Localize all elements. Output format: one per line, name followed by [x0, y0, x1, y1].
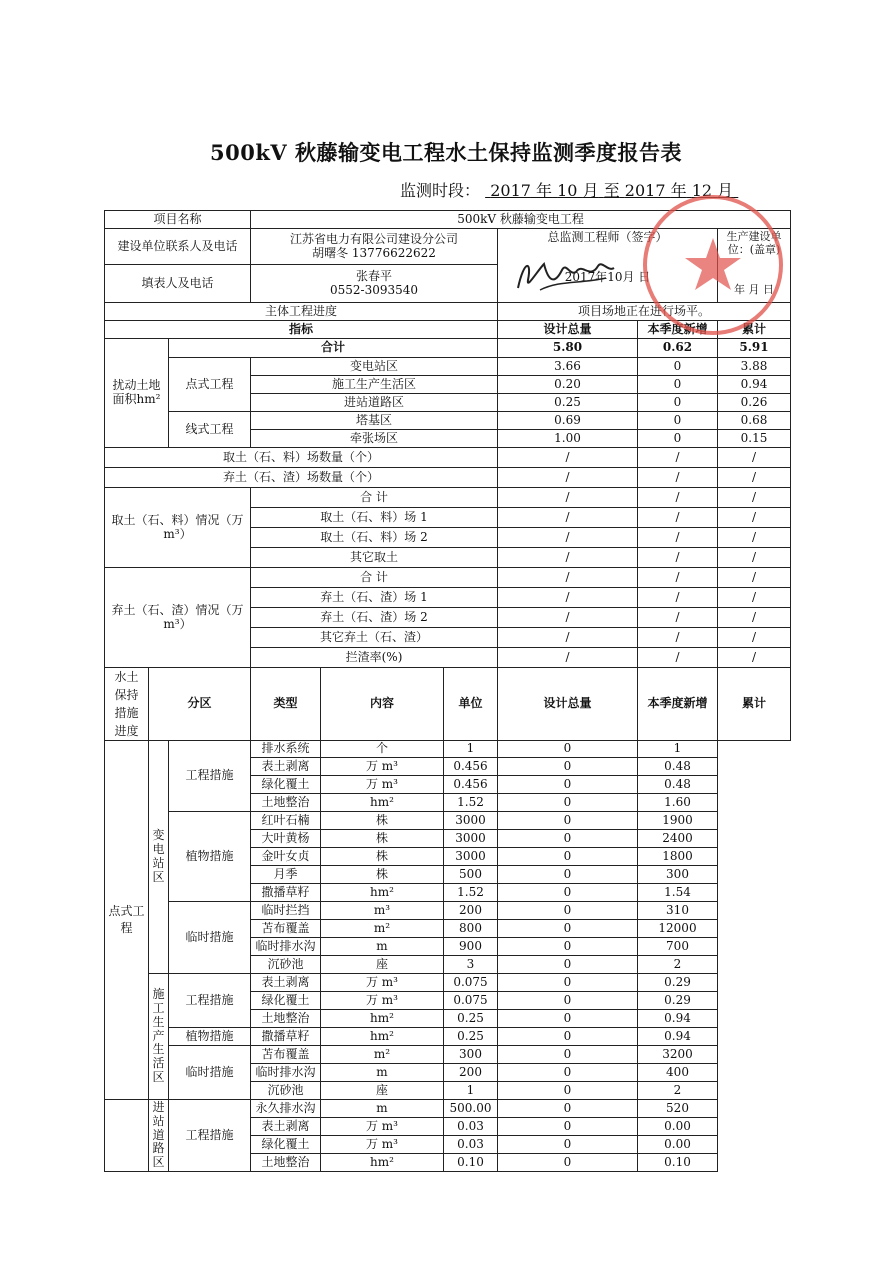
measure-design: 300: [444, 1046, 498, 1064]
spoil-group-label: 弃土（石、渣）情况（万 m³）: [105, 568, 251, 668]
measure-unit: 万 m³: [321, 1118, 444, 1136]
measure-unit: 座: [321, 1082, 444, 1100]
measure-unit: hm²: [321, 1154, 444, 1172]
measure-content: 撒播草籽: [251, 884, 321, 902]
measure-unit: 万 m³: [321, 1136, 444, 1154]
measure-unit: 株: [321, 848, 444, 866]
company-seal: [638, 190, 788, 340]
indicator-header: 指标: [105, 321, 498, 339]
blank-cell: [105, 1100, 149, 1172]
cell-value: /: [638, 528, 718, 548]
borrow-row-name: 取土（石、料）场 2: [251, 528, 498, 548]
borrow-row-name: 其它取土: [251, 548, 498, 568]
project-label: 项目名称: [105, 211, 251, 229]
disturb-row-cum: 0.15: [718, 430, 791, 448]
cell-value: /: [498, 528, 638, 548]
measure-cum: 1800: [638, 848, 718, 866]
measure-new: 0: [498, 920, 638, 938]
measures-content-header: 内容: [321, 668, 444, 741]
disturb-row-name: 塔基区: [251, 412, 498, 430]
measures-type-header: 类型: [251, 668, 321, 741]
measure-content: 撒播草籽: [251, 1028, 321, 1046]
engineer-cell: 总监测工程师（签字） 2017年10月 日: [498, 229, 718, 303]
monitoring-period: 监测时段： 2017 年 10 月 至 2017 年 12 月: [400, 181, 734, 200]
measure-new: 0: [498, 902, 638, 920]
measure-unit: 座: [321, 956, 444, 974]
measure-content: 表土剥离: [251, 1118, 321, 1136]
measure-design: 3: [444, 956, 498, 974]
cell-value: /: [638, 508, 718, 528]
measure-design: 3000: [444, 812, 498, 830]
measure-cum: 700: [638, 938, 718, 956]
measure-design: 0.075: [444, 992, 498, 1010]
filler-value: 张春平 0552-3093540: [251, 265, 498, 303]
measure-cum: 2: [638, 1082, 718, 1100]
measure-new: 0: [498, 830, 638, 848]
measure-area: 进站道路区: [149, 1100, 169, 1172]
measure-unit: m²: [321, 920, 444, 938]
measure-cum: 2400: [638, 830, 718, 848]
measure-new: 0: [498, 758, 638, 776]
measure-content: 苫布覆盖: [251, 920, 321, 938]
disturb-row-new: 0: [638, 412, 718, 430]
filler-label: 填表人及电话: [105, 265, 251, 303]
measure-type: 工程措施: [169, 741, 251, 812]
disturb-row-name: 牵张场区: [251, 430, 498, 448]
measure-new: 0: [498, 992, 638, 1010]
disturb-row-cum: 3.88: [718, 358, 791, 376]
measure-new: 0: [498, 1154, 638, 1172]
report-table: [104, 210, 791, 1172]
measure-new: 0: [498, 1010, 638, 1028]
measure-row: [105, 1100, 791, 1118]
measure-content: 临时排水沟: [251, 1064, 321, 1082]
builder-value: 江苏省电力有限公司建设分公司 胡曙冬 13776622622: [251, 229, 498, 265]
measure-cum: 1: [638, 741, 718, 758]
disturb-total-design: 5.80: [498, 339, 638, 358]
measure-unit: 株: [321, 812, 444, 830]
disturb-row-name: 进站道路区: [251, 394, 498, 412]
measure-content: 绿化覆土: [251, 992, 321, 1010]
disturb-total-new: 0.62: [638, 339, 718, 358]
measure-cum: 0.48: [638, 758, 718, 776]
measure-new: 0: [498, 812, 638, 830]
measure-new: 0: [498, 794, 638, 812]
measure-content: 金叶女贞: [251, 848, 321, 866]
measure-content: 绿化覆土: [251, 776, 321, 794]
measure-unit: 万 m³: [321, 974, 444, 992]
measure-design: 3000: [444, 848, 498, 866]
measure-content: 表土剥离: [251, 974, 321, 992]
cell-value: /: [638, 588, 718, 608]
measure-cum: 400: [638, 1064, 718, 1082]
cell-value: /: [718, 508, 791, 528]
measure-content: 月季: [251, 866, 321, 884]
measure-design: 1: [444, 741, 498, 758]
measure-unit: 个: [321, 741, 444, 758]
measure-content: 表土剥离: [251, 758, 321, 776]
measure-design: 1: [444, 1082, 498, 1100]
measure-content: 临时排水沟: [251, 938, 321, 956]
owner-cell: 生产建设单位：(盖章) 年 月 日: [718, 229, 791, 303]
spoil-row-name: 其它弃土（石、渣）: [251, 628, 498, 648]
measure-new: 0: [498, 956, 638, 974]
disturb-row-design: 0.25: [498, 394, 638, 412]
cell-value: /: [498, 448, 638, 468]
measure-content: 沉砂池: [251, 956, 321, 974]
measure-design: 0.25: [444, 1010, 498, 1028]
measure-cum: 0.94: [638, 1010, 718, 1028]
measure-cum: 0.94: [638, 1028, 718, 1046]
measures-group-label: 水土保持措施进度: [105, 668, 149, 741]
cell-value: /: [498, 548, 638, 568]
measure-content: 土地整治: [251, 1154, 321, 1172]
disturb-row-design: 1.00: [498, 430, 638, 448]
disturb-total-label: 合计: [169, 339, 498, 358]
measure-unit: 株: [321, 830, 444, 848]
measure-design: 0.075: [444, 974, 498, 992]
cum-header: 累计: [718, 321, 791, 339]
measures-design-header: 设计总量: [498, 668, 638, 741]
measure-new: 0: [498, 884, 638, 902]
measure-unit: 万 m³: [321, 992, 444, 1010]
measure-content: 大叶黄杨: [251, 830, 321, 848]
borrow-row-name: 取土（石、料）场 1: [251, 508, 498, 528]
cell-value: /: [718, 648, 791, 668]
measure-content: 排水系统: [251, 741, 321, 758]
measure-type: 临时措施: [169, 902, 251, 974]
measure-content: 沉砂池: [251, 1082, 321, 1100]
disturb-row-new: 0: [638, 376, 718, 394]
measure-cum: 1.60: [638, 794, 718, 812]
disturb-row-cum: 0.94: [718, 376, 791, 394]
disturb-group-label: 扰动土地面积hm²: [105, 339, 169, 448]
disturb-row-new: 0: [638, 430, 718, 448]
cell-value: /: [718, 608, 791, 628]
disturb-row-name: 施工生产生活区: [251, 376, 498, 394]
measure-row: [105, 1028, 791, 1046]
cell-value: /: [498, 628, 638, 648]
disturb-row-design: 0.69: [498, 412, 638, 430]
cell-value: /: [718, 488, 791, 508]
measure-unit: hm²: [321, 1028, 444, 1046]
disturb-row-name: 变电站区: [251, 358, 498, 376]
measure-cum: 0.48: [638, 776, 718, 794]
measure-cum: 310: [638, 902, 718, 920]
measure-cum: 0.00: [638, 1118, 718, 1136]
measure-cum: 3200: [638, 1046, 718, 1064]
measure-new: 0: [498, 1136, 638, 1154]
measure-unit: m: [321, 1064, 444, 1082]
cell-value: /: [638, 448, 718, 468]
measure-design: 200: [444, 1064, 498, 1082]
new-header: 本季度新增: [638, 321, 718, 339]
borrow-count-label: 取土（石、料）场数量（个）: [105, 448, 498, 468]
cell-value: /: [718, 588, 791, 608]
cell-value: /: [498, 568, 638, 588]
measure-cum: 0.00: [638, 1136, 718, 1154]
measure-design: 900: [444, 938, 498, 956]
progress-value: 项目场地正在进行场平。: [498, 303, 791, 321]
measure-design: 0.10: [444, 1154, 498, 1172]
measure-unit: 株: [321, 866, 444, 884]
measure-design: 0.25: [444, 1028, 498, 1046]
measure-content: 永久排水沟: [251, 1100, 321, 1118]
cell-value: /: [638, 468, 718, 488]
measure-new: 0: [498, 1046, 638, 1064]
engineer-signature: [510, 250, 620, 300]
disturb-total-cum: 5.91: [718, 339, 791, 358]
disturb-point-label: 点式工程: [169, 358, 251, 412]
measure-cum: 1900: [638, 812, 718, 830]
measure-type: 工程措施: [169, 974, 251, 1028]
measure-cum: 1.54: [638, 884, 718, 902]
measure-content: 临时拦挡: [251, 902, 321, 920]
cell-value: /: [718, 448, 791, 468]
measure-row: [105, 902, 791, 920]
measure-design: 0.456: [444, 758, 498, 776]
cell-value: /: [718, 548, 791, 568]
disturb-row-design: 0.20: [498, 376, 638, 394]
cell-value: /: [718, 568, 791, 588]
cell-value: /: [718, 628, 791, 648]
measure-row: [105, 812, 791, 830]
measures-unit-header: 单位: [444, 668, 498, 741]
cell-value: /: [638, 608, 718, 628]
measure-design: 0.456: [444, 776, 498, 794]
measure-row: [105, 974, 791, 992]
borrow-row-name: 合 计: [251, 488, 498, 508]
measure-unit: m: [321, 938, 444, 956]
measure-cum: 0.29: [638, 974, 718, 992]
measure-content: 苫布覆盖: [251, 1046, 321, 1064]
measure-type: 植物措施: [169, 1028, 251, 1046]
measure-cum: 0.29: [638, 992, 718, 1010]
measure-cum: 520: [638, 1100, 718, 1118]
cell-value: /: [638, 628, 718, 648]
progress-label: 主体工程进度: [105, 303, 498, 321]
measure-row: [105, 1046, 791, 1064]
disturb-row-new: 0: [638, 394, 718, 412]
measure-cum: 2: [638, 956, 718, 974]
cell-value: /: [498, 648, 638, 668]
measure-content: 土地整治: [251, 794, 321, 812]
measure-cum: 12000: [638, 920, 718, 938]
measure-design: 1.52: [444, 884, 498, 902]
measure-design: 500: [444, 866, 498, 884]
measure-design: 800: [444, 920, 498, 938]
measure-design: 200: [444, 902, 498, 920]
spoil-row-name: 弃土（石、渣）场 1: [251, 588, 498, 608]
measure-new: 0: [498, 1118, 638, 1136]
measure-unit: m³: [321, 902, 444, 920]
cell-value: /: [718, 528, 791, 548]
measure-new: 0: [498, 974, 638, 992]
measure-unit: m: [321, 1100, 444, 1118]
cell-value: /: [638, 548, 718, 568]
measures-area-header: 分区: [149, 668, 251, 741]
measure-design: 0.03: [444, 1118, 498, 1136]
measure-new: 0: [498, 1082, 638, 1100]
cell-value: /: [498, 488, 638, 508]
cell-value: /: [638, 488, 718, 508]
spoil-row-name: 弃土（石、渣）场 2: [251, 608, 498, 628]
builder-label: 建设单位联系人及电话: [105, 229, 251, 265]
spoil-row-name: 拦渣率(%): [251, 648, 498, 668]
measure-type: 工程措施: [169, 1100, 251, 1172]
spoil-row-name: 合 计: [251, 568, 498, 588]
measure-new: 0: [498, 1064, 638, 1082]
cell-value: /: [638, 648, 718, 668]
measure-new: 0: [498, 776, 638, 794]
cell-value: /: [498, 608, 638, 628]
measure-content: 红叶石楠: [251, 812, 321, 830]
measure-new: 0: [498, 848, 638, 866]
measure-unit: 万 m³: [321, 776, 444, 794]
cell-value: /: [718, 468, 791, 488]
measures-new-header: 本季度新增: [638, 668, 718, 741]
design-header: 设计总量: [498, 321, 638, 339]
measure-cum: 300: [638, 866, 718, 884]
disturb-row-cum: 0.26: [718, 394, 791, 412]
measure-area: 施工生产生活区: [149, 974, 169, 1100]
disturb-row-new: 0: [638, 358, 718, 376]
cell-value: /: [498, 468, 638, 488]
measure-content: 土地整治: [251, 1010, 321, 1028]
disturb-line-label: 线式工程: [169, 412, 251, 448]
measure-unit: hm²: [321, 794, 444, 812]
borrow-group-label: 取土（石、料）情况（万 m³）: [105, 488, 251, 568]
measure-new: 0: [498, 741, 638, 758]
measure-content: 绿化覆土: [251, 1136, 321, 1154]
spoil-count-label: 弃土（石、渣）场数量（个）: [105, 468, 498, 488]
measure-type: 临时措施: [169, 1046, 251, 1100]
measures-point-label: 点式工程: [105, 741, 149, 1100]
measure-new: 0: [498, 866, 638, 884]
measure-design: 3000: [444, 830, 498, 848]
measure-unit: 万 m³: [321, 758, 444, 776]
measure-area: 变电站区: [149, 741, 169, 974]
measure-unit: hm²: [321, 1010, 444, 1028]
measure-unit: hm²: [321, 884, 444, 902]
cell-value: /: [638, 568, 718, 588]
measure-design: 0.03: [444, 1136, 498, 1154]
measure-new: 0: [498, 1028, 638, 1046]
measure-new: 0: [498, 1100, 638, 1118]
page-title: 500kV 秋藤输变电工程水土保持监测季度报告表: [210, 140, 682, 165]
measure-row: [105, 741, 791, 758]
measure-type: 植物措施: [169, 812, 251, 902]
measure-design: 1.52: [444, 794, 498, 812]
measure-design: 500.00: [444, 1100, 498, 1118]
project-value: 500kV 秋藤输变电工程: [251, 211, 791, 229]
measure-cum: 0.10: [638, 1154, 718, 1172]
disturb-row-cum: 0.68: [718, 412, 791, 430]
measure-new: 0: [498, 938, 638, 956]
disturb-row-design: 3.66: [498, 358, 638, 376]
cell-value: /: [498, 508, 638, 528]
measure-unit: m²: [321, 1046, 444, 1064]
measures-cum-header: 累计: [718, 668, 791, 741]
cell-value: /: [498, 588, 638, 608]
